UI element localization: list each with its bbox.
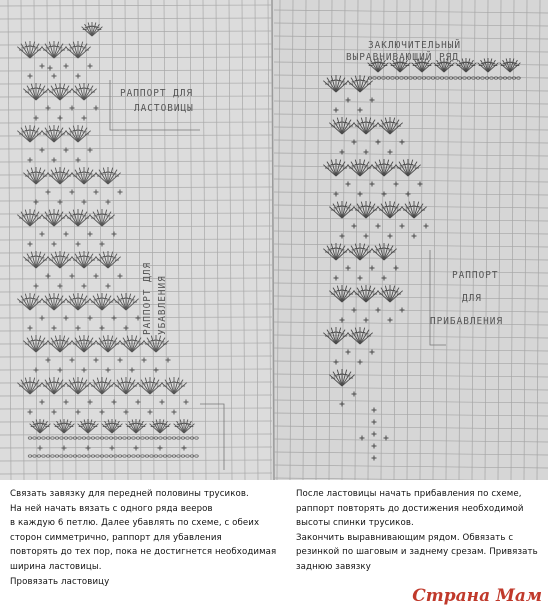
final-row-label: ЗАКЛЮЧИТЕЛЬНЫЙ ВЫРАВНИВАЮЩИЙ РЯД <box>346 40 462 63</box>
instruction-line: ширина ластовицы. <box>10 561 102 572</box>
instruction-line: сторон симметрично, раппорт для убавления <box>10 532 222 543</box>
instruction-line: После ластовицы начать прибавления по схеме, <box>296 489 522 499</box>
instruction-line: в каждую 6 петлю. Далее убавлять по схеме, с обеих <box>10 518 260 529</box>
instruction-line: Провязать ластовицу <box>10 576 110 587</box>
instruction-line: Связать завязку для передней половины трусиков. <box>10 489 249 499</box>
decrease-repeat-label: РАППОРТ ДЛЯ УБАВЛЕНИЯ <box>142 261 168 335</box>
gusset-repeat-label: РАППОРТ ДЛЯ ЛАСТОВИЦЫ <box>120 88 194 114</box>
instruction-line: раппорт повторять до достижения необходимой <box>296 503 524 514</box>
instruction-line: резинкой по шаговым и заднему срезам. Привязать <box>296 547 538 558</box>
left-instructions <box>10 487 282 589</box>
instruction-line: высоты спинки трусиков. <box>296 518 414 529</box>
increase-repeat-label: РАППОРТ ДЛЯ ПРИБАВЛЕНИЯ <box>430 270 504 327</box>
right-instructions <box>296 487 544 575</box>
instruction-line: На ней начать вязать с одного ряда вееров <box>10 503 213 514</box>
instruction-line: заднюю завязку <box>296 561 371 572</box>
instruction-line: Закончить выравнивающим рядом. Обвязать с <box>296 532 514 543</box>
instruction-line: повторять до тех пор, пока не достигнется необходимая <box>10 547 277 558</box>
site-watermark: Страна Мам <box>412 586 542 606</box>
